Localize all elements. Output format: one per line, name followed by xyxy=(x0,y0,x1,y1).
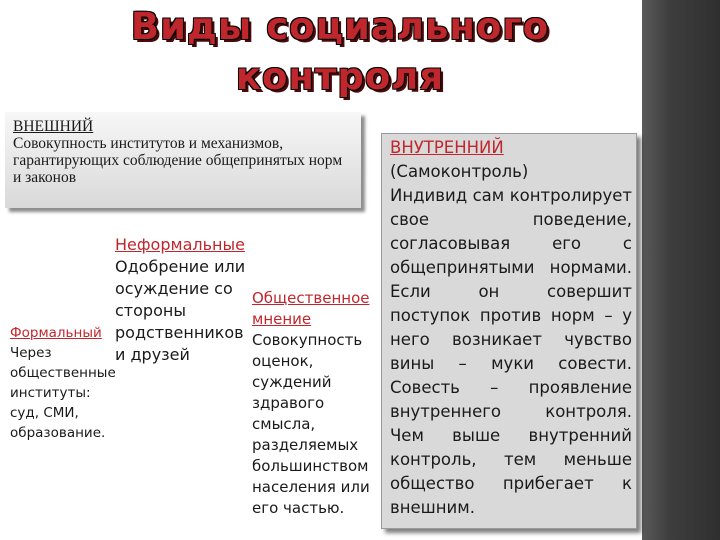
external-control-description: Совокупность институтов и механизмов, гарантирующих соблюдение общепринятых норм и законов xyxy=(13,135,343,186)
internal-control-description: Индивид сам контролирует свое поведение, согласовывая его с общепринятыми нормами. Если он совершит поступок против норм – у него возникает чувство вины – муки совести. Совесть – проявление внутреннего контроля. Чем выше внутренний контроль, тем меньше общество прибегает к внешним. xyxy=(390,186,632,517)
informal-control-heading: Неформальные xyxy=(115,235,245,254)
title-line-2: контроля xyxy=(235,55,445,98)
public-opinion-block xyxy=(252,288,382,519)
internal-control-subheading: (Самоконтроль) xyxy=(390,162,529,181)
decorative-side-strip xyxy=(642,0,720,540)
formal-control-description: Через общественные институты: суд, СМИ, образование. xyxy=(10,345,116,441)
formal-control-block xyxy=(10,323,130,443)
informal-control-description: Одобрение или осуждение со стороны родственников и друзей xyxy=(115,257,246,364)
slide-title xyxy=(40,2,640,102)
public-opinion-heading: Общественное мнение xyxy=(252,289,370,328)
title-line-1: Виды социального xyxy=(130,5,550,48)
public-opinion-description: Совокупность оценок, суждений здравого смысла, разделяемых большинством населения или его частью. xyxy=(252,331,370,517)
formal-control-heading: Формальный xyxy=(10,325,102,341)
external-control-box xyxy=(5,112,361,208)
internal-control-box xyxy=(381,133,637,529)
informal-control-block xyxy=(115,234,265,366)
internal-control-heading: ВНУТРЕННИЙ xyxy=(390,138,504,157)
external-control-heading: ВНЕШНИЙ xyxy=(13,118,94,135)
